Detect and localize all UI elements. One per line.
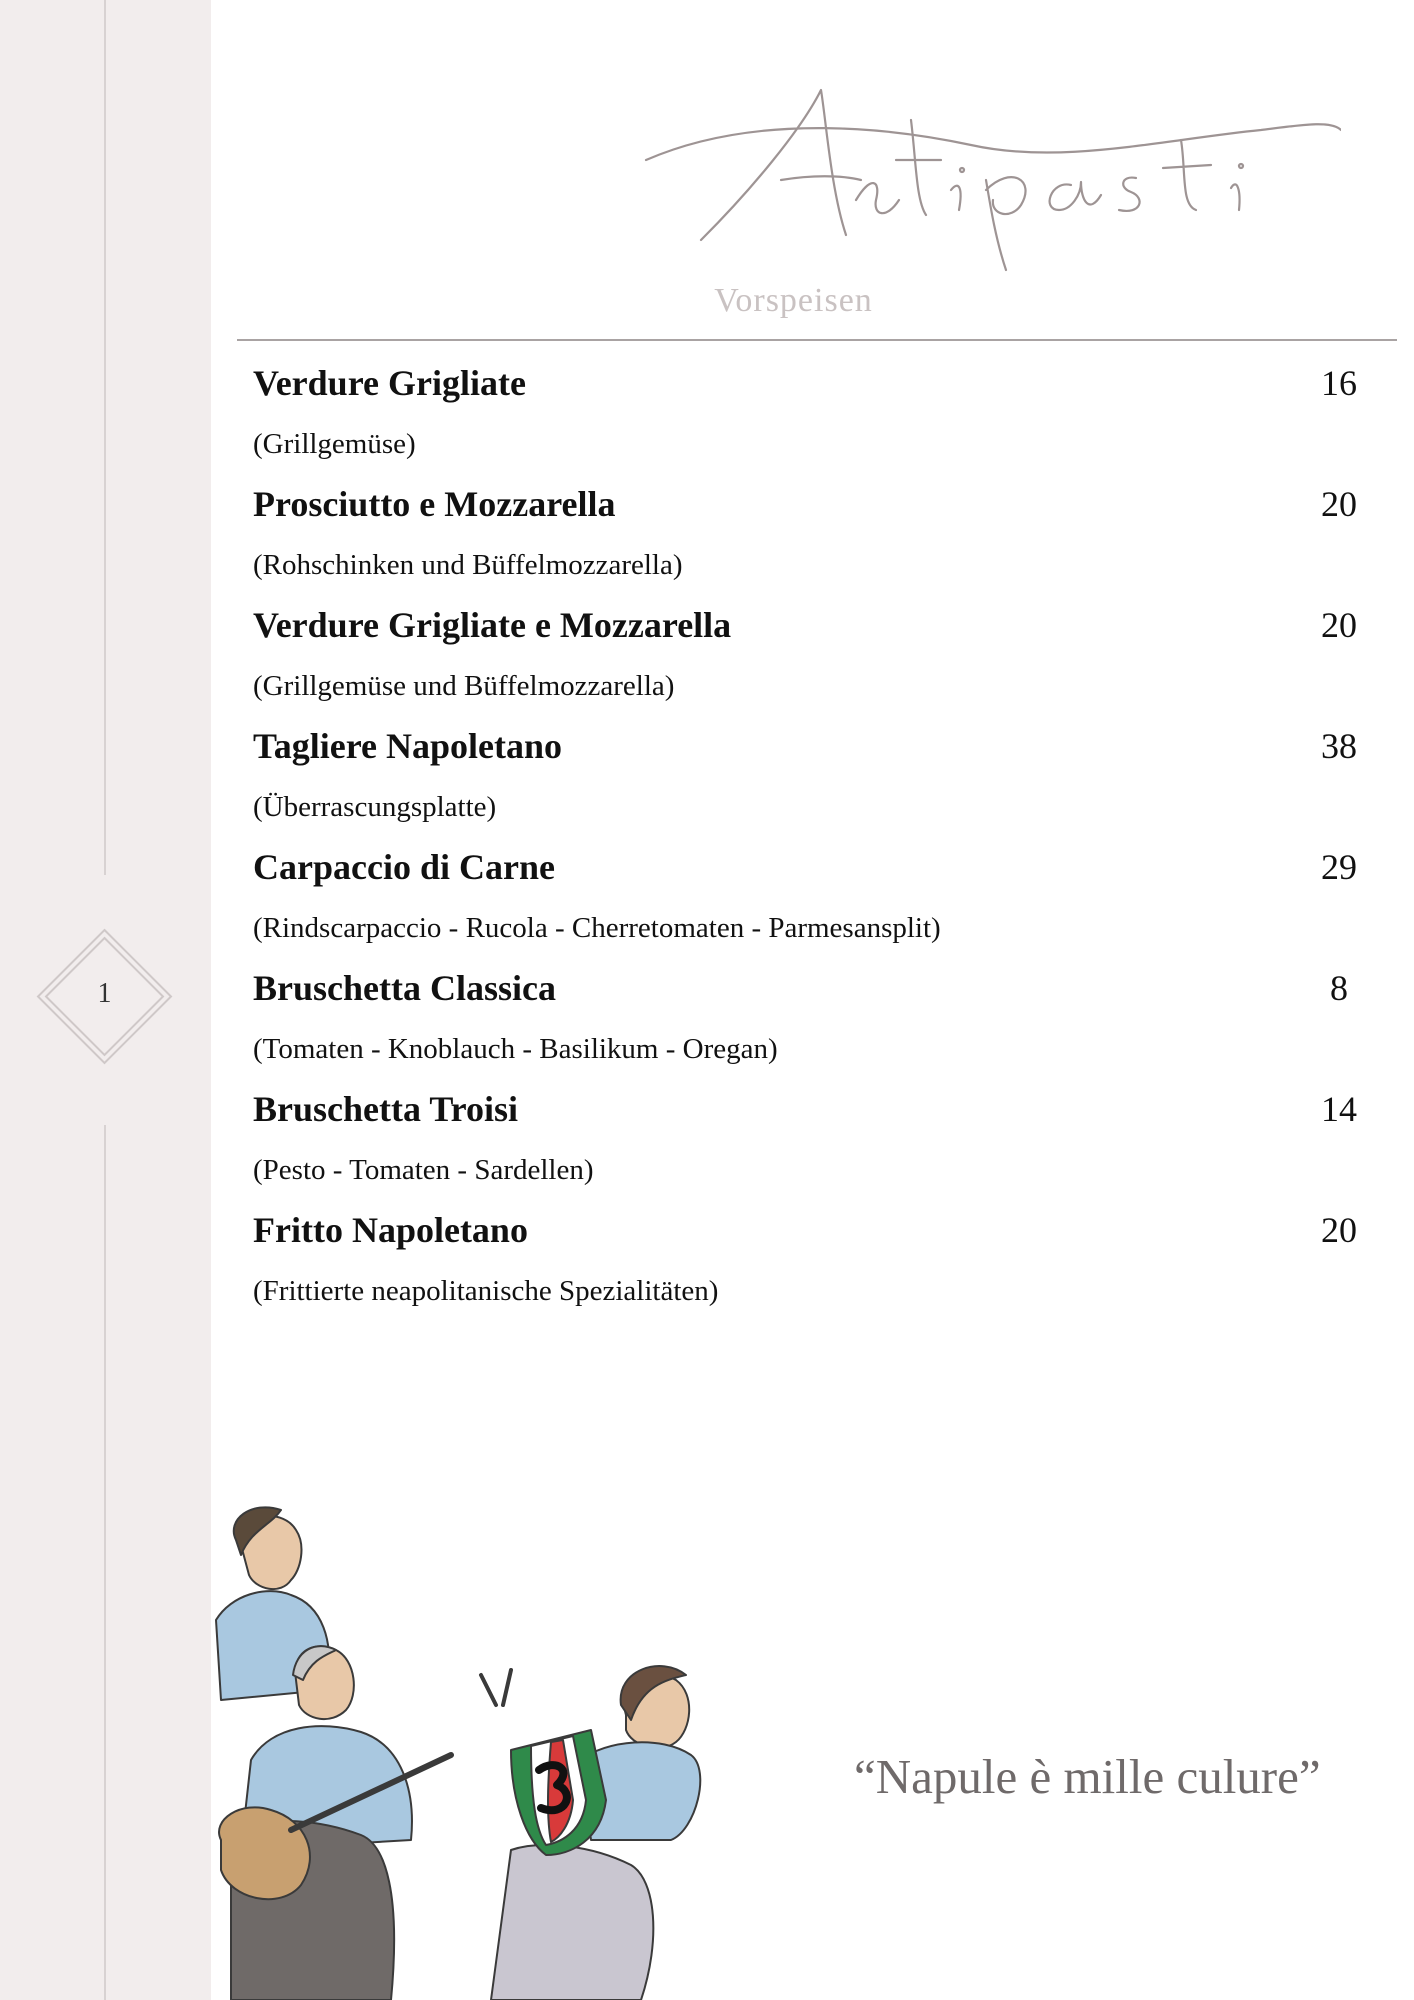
menu-item	[253, 356, 1379, 477]
menu-item	[253, 598, 1379, 719]
menu-item-name: Bruschetta Classica	[253, 968, 556, 1008]
menu-item-name: Tagliere Napoletano	[253, 726, 563, 766]
sidebar	[0, 0, 211, 2000]
menu-item-description: (Grillgemüse und Büffelmozzarella)	[253, 670, 675, 702]
menu-list	[253, 356, 1379, 1324]
page-subtitle: Vorspeisen	[714, 282, 873, 319]
quote: “Napule è mille culure”	[854, 1749, 1321, 1804]
menu-item	[253, 961, 1379, 1082]
sidebar-line-top	[104, 0, 106, 875]
menu-item	[253, 840, 1379, 961]
menu-item-price: 20	[1321, 605, 1357, 645]
menu-item-name: Bruschetta Troisi	[253, 1089, 519, 1129]
menu-item-name: Verdure Grigliate	[253, 363, 526, 403]
page-number: 1	[97, 978, 112, 1009]
sidebar-line-bottom	[104, 1125, 106, 2000]
menu-item-description: (Frittierte neapolitanische Spezialitäten)	[253, 1275, 719, 1307]
menu-item	[253, 1203, 1379, 1324]
menu-item-description: (Pesto - Tomaten - Sardellen)	[253, 1154, 594, 1186]
menu-item-price: 38	[1321, 726, 1357, 766]
menu-item	[253, 477, 1379, 598]
menu-item	[253, 1082, 1379, 1203]
menu-item-price: 8	[1330, 968, 1348, 1008]
menu-item-description: (Rindscarpaccio - Rucola - Cherretomaten - Parmesansplit)	[253, 912, 941, 944]
header-divider	[237, 339, 1397, 341]
menu-item-price: 20	[1321, 1210, 1357, 1250]
menu-item-name: Fritto Napoletano	[253, 1210, 528, 1250]
menu-item-price: 16	[1321, 363, 1357, 403]
menu-item-price: 20	[1321, 484, 1357, 524]
script-title-antipasti	[641, 70, 1341, 280]
menu-item	[253, 719, 1379, 840]
menu-item-price: 14	[1321, 1089, 1357, 1129]
menu-item-name: Carpaccio di Carne	[253, 847, 555, 887]
menu-item-description: (Überrascungsplatte)	[253, 791, 497, 823]
menu-item-description: (Grillgemüse)	[253, 428, 416, 460]
header	[211, 0, 1414, 340]
menu-item-name: Verdure Grigliate e Mozzarella	[253, 605, 732, 645]
menu-item-description: (Rohschinken und Büffelmozzarella)	[253, 549, 683, 581]
menu-item-price: 29	[1321, 847, 1357, 887]
menu-item-name: Prosciutto e Mozzarella	[253, 484, 616, 524]
menu-item-description: (Tomaten - Knoblauch - Basilikum - Oregan)	[253, 1033, 778, 1065]
football-fans-illustration	[211, 1500, 851, 2000]
